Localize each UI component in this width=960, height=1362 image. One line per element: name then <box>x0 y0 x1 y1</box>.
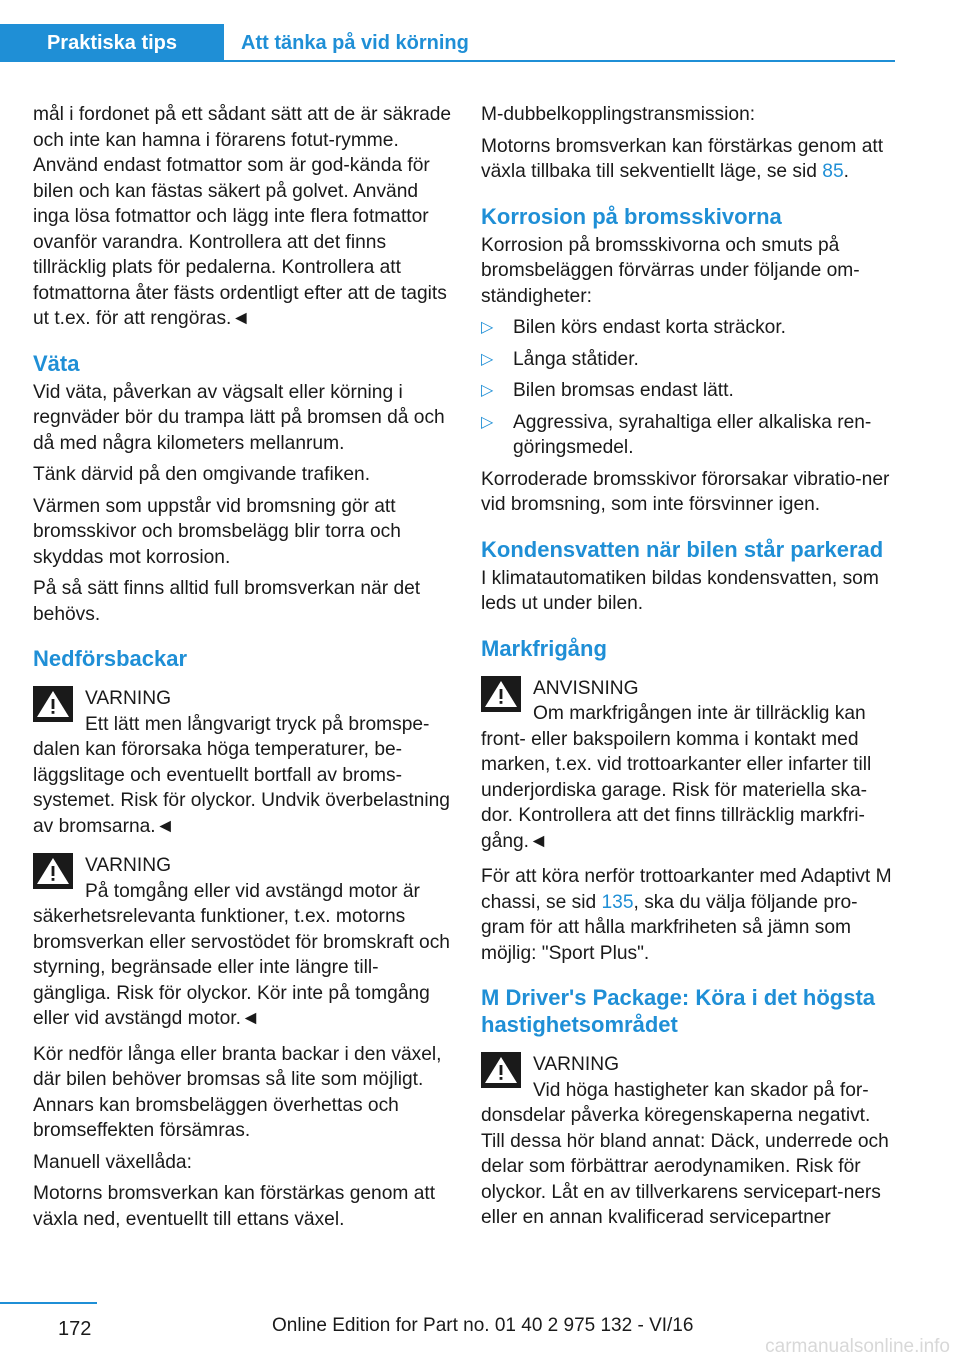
list-item-text: Långa ståtider. <box>513 348 639 370</box>
paragraph: Vid väta, påverkan av vägsalt eller körning i regnväder bör du trampa lätt på bromsen då och då med några kilometers mellanrum. <box>33 381 445 454</box>
heading-m-drivers-package: M Driver's Package: Köra i det högsta hastighetsområdet <box>481 985 876 1037</box>
heading-korrosion: Korrosion på bromsskivorna <box>481 203 782 229</box>
list-item-text: Bilen bromsas endast lätt. <box>513 380 734 401</box>
list-item <box>481 378 897 404</box>
bullet-triangle-icon: ▷ <box>481 319 494 336</box>
paragraph: Manuell växellåda: <box>33 1151 192 1173</box>
bullet-triangle-icon: ▷ <box>481 413 494 431</box>
paragraph-text: Motorns bromsverkan kan förstärkas genom att växla tillbaka till sekventiellt läge, se sid <box>481 135 884 182</box>
bullet-triangle-icon: ▷ <box>481 350 494 368</box>
page-number: 172 <box>58 1318 92 1340</box>
notice-title: ANVISNING <box>533 677 639 699</box>
right-column <box>481 102 897 1241</box>
watermark: carmanualsonline.info <box>765 1336 950 1357</box>
heading-nedforsbackar: Nedförsbackar <box>33 646 188 671</box>
warning-block <box>33 853 453 1032</box>
paragraph: Korroderade bromsskivor förorsakar vibratio-ner vid bromsning, som inte försvinner igen. <box>481 468 890 515</box>
paragraph: Kör nedför långa eller branta backar i den växel, där bilen behöver bromsas så lite som möjligt. Annars kan bromsbeläggen överhettas och bromseffekten försämras. <box>33 1043 442 1141</box>
warning-title: VARNING <box>85 855 171 876</box>
paragraph: Korrosion på bromsskivorna och smuts på bromsbeläggen förvärras under följande om-ständigheter: <box>481 234 860 307</box>
warning-triangle-icon <box>33 853 73 889</box>
header-rule <box>224 60 895 62</box>
warning-block <box>33 686 453 839</box>
warning-title: VARNING <box>85 688 171 709</box>
paragraph: M-dubbelkopplingstransmission: <box>481 104 756 125</box>
page-link-85[interactable]: 85 <box>822 161 844 182</box>
heading-vata: Väta <box>33 350 80 376</box>
paragraph-text: , ska du välja följande pro-gram för att hålla markfriheten så jämn som möjlig: "Sport Plus". <box>481 891 858 964</box>
heading-kondensvatten: Kondensvatten när bilen står parkerad <box>481 536 884 562</box>
paragraph <box>481 134 897 185</box>
list-item <box>481 347 897 373</box>
heading-markfrigang: Markfrigång <box>481 635 607 661</box>
warning-triangle-icon <box>33 686 73 722</box>
bullet-list <box>481 315 897 461</box>
warning-triangle-icon <box>481 676 521 712</box>
warning-text: Ett lätt men långvarigt tryck på bromspe-dalen kan förorsaka höga temperaturer, be-läggslitage och eventuellt bortfall av broms-systemet. Risk för olyckor. Undvik överbelastning av bromsarna.◄ <box>33 713 450 837</box>
warning-text: På tomgång eller vid avstängd motor är säkerhetsrelevanta funktioner, t.ex. motorns bromsverkan eller servostödet för bromskraft och styrning, begränsade eller inte längre till-gängliga. Risk för olyckor. Kör inte på tomgång eller vid avstängd motor.◄ <box>33 880 450 1029</box>
notice-text: Om markfrigången inte är tillräcklig kan front- eller bakspoilern komma i kontakt med marken, t.ex. vid trottoarkanter eller infarter till underjordiska garage. Risk för materiella ska-dor. Kontrollera att det finns tillräcklig markfri-gång.◄ <box>481 703 872 852</box>
bullet-triangle-icon: ▷ <box>481 382 494 399</box>
paragraph-text: För att köra nerför trottoarkanter med Adaptivt M chassi, se sid <box>481 866 892 913</box>
warning-title: VARNING <box>533 1054 619 1075</box>
warning-text: Vid höga hastigheter kan skador på for-donsdelar påverka köregenskaperna negativt. Till dessa hör bland annat: Däck, underrede och delar som förbättrar aerodynamiken. Risk för olyckor. Låt en av tillverkarens servicepart-ners eller en annan kvalificerad servicepartner <box>481 1079 889 1228</box>
list-item <box>481 315 897 341</box>
paragraph-text: . <box>843 161 849 182</box>
running-header <box>0 0 895 63</box>
list-item-text: Bilen körs endast korta sträckor. <box>513 317 787 338</box>
footer-rule <box>0 1302 97 1304</box>
section-tab-praktiska-tips[interactable]: Praktiska tips <box>0 24 224 62</box>
warning-block <box>481 1052 897 1231</box>
paragraph: I klimatautomatiken bildas kondensvatten, som leds ut under bilen. <box>481 567 879 614</box>
edition-note: Online Edition for Part no. 01 40 2 975 132 - VI/16 <box>272 1315 694 1336</box>
paragraph: mål i fordonet på ett sådant sätt att de är säkrade och inte kan hamna i förarens fotut-rymme. Använd endast fotmattor som är god-kända för bilen och kan fästas säkert på golvet. Använd inga lösa fotmattor och lägg inte flera fotmattor ovanför varandra. Kontrollera att det finns tillräcklig plats för pedalerna. Kontrollera att fotmattorna åter fästs ordentligt efter att de tagits ut t.ex. för att rengöras.◄ <box>33 104 452 329</box>
page-link-135[interactable]: 135 <box>601 891 634 913</box>
list-item-text: Aggressiva, syrahaltiga eller alkaliska ren-göringsmedel. <box>513 411 872 458</box>
paragraph: På så sätt finns alltid full bromsverkan när det behövs. <box>33 578 421 625</box>
paragraph <box>481 864 897 966</box>
list-item <box>481 410 897 461</box>
section-tab-att-tanka[interactable]: Att tänka på vid körning <box>241 31 469 54</box>
notice-block <box>481 676 897 855</box>
left-column <box>33 102 453 1238</box>
paragraph: Tänk därvid på den omgivande trafiken. <box>33 464 371 485</box>
paragraph: Värmen som uppstår vid bromsning gör att bromsskivor och bromsbelägg blir torra och skyddas mot korrosion. <box>33 495 401 568</box>
paragraph: Motorns bromsverkan kan förstärkas genom att växla ned, eventuellt till ettans växel. <box>33 1183 436 1230</box>
warning-triangle-icon <box>481 1052 521 1088</box>
